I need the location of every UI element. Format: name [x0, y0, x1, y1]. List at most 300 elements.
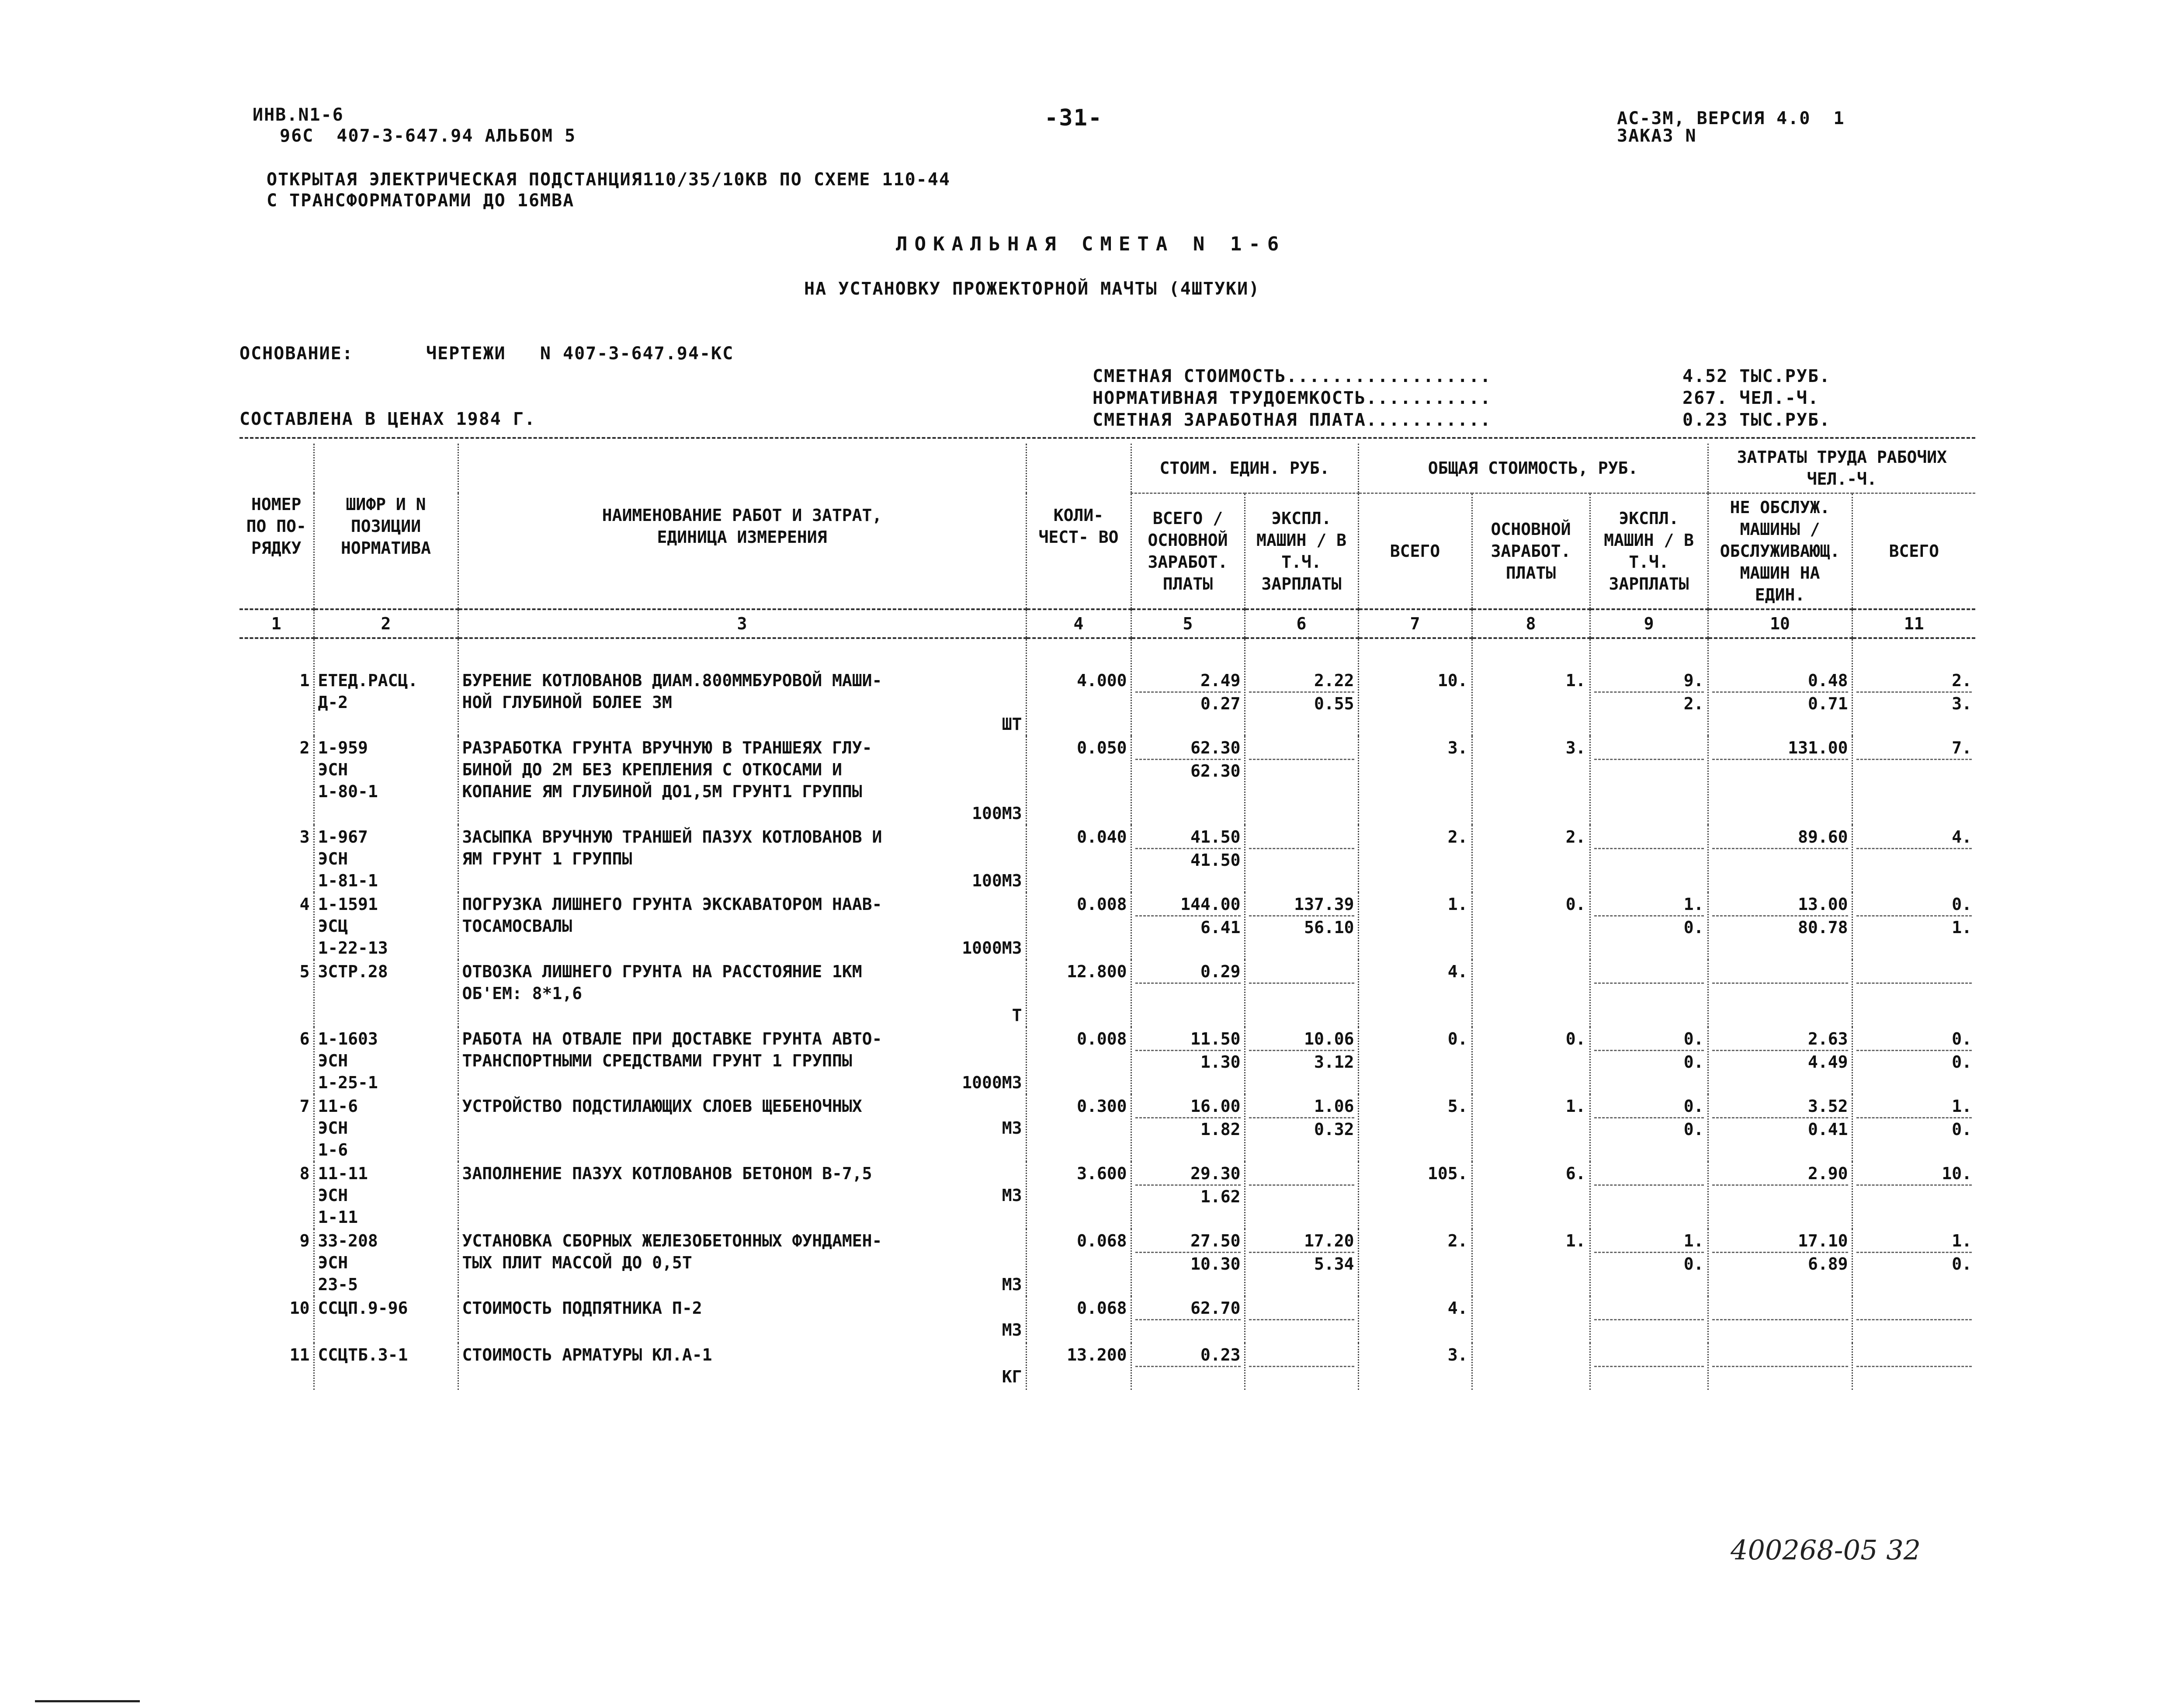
table-row: [239, 960, 1975, 1027]
row-code-cell: [314, 892, 458, 960]
row-unit-machines-cell: [1245, 638, 1358, 736]
row-unit-machines-cell: [1245, 1343, 1358, 1390]
row-labor-total-cell: [1852, 736, 1975, 825]
table-row: [239, 825, 1975, 892]
row-labor-total-cell-bottom: [1856, 848, 1972, 871]
row-labor-total-cell: [1852, 638, 1975, 736]
column-number-cell: 11: [1852, 609, 1975, 638]
row-name-cell: [458, 638, 1026, 736]
row-total-machines-cell-bottom: [1594, 1184, 1704, 1208]
row-code-line: 1-959: [318, 738, 368, 757]
row-number-cell: 8: [239, 1162, 314, 1229]
row-unit-cost-cell-top: 2.49: [1200, 671, 1241, 690]
row-qty-cell: 0.068: [1026, 1296, 1131, 1343]
row-code-line: 1-967: [318, 827, 368, 847]
row-code-line: Д-2: [318, 693, 348, 712]
row-unit-cost-cell: [1131, 1229, 1245, 1296]
col-total-header: ВСЕГО: [1358, 493, 1472, 610]
row-code-line: [318, 982, 454, 1004]
row-unit-cost-cell-bottom: [1135, 1319, 1241, 1342]
row-total-machines-cell-top: 0.: [1683, 1097, 1704, 1116]
row-number-cell: 2: [239, 736, 314, 825]
row-total-machines-cell: [1590, 1296, 1708, 1343]
row-unit: М3: [1002, 1320, 1022, 1340]
row-labor-unit-cell-bottom: [1712, 982, 1848, 1006]
row-labor-unit-cell: [1708, 1027, 1852, 1094]
row-name-line: ОТВОЗКА ЛИШНЕГО ГРУНТА НА РАССТОЯНИЕ 1КМ: [462, 962, 862, 981]
row-code-cell: [314, 825, 458, 892]
row-unit-cost-cell-top: 11.50: [1190, 1029, 1241, 1048]
row-code-line: 1-22-13: [318, 938, 388, 958]
row-labor-unit-cell: [1708, 960, 1852, 1027]
row-code-line: 11-11: [318, 1164, 368, 1183]
row-name-cell: [458, 1094, 1026, 1162]
row-unit: М3: [1002, 1275, 1022, 1294]
row-labor-total-cell-bottom: [1856, 759, 1972, 782]
row-unit-machines-cell-bottom: 3.12: [1249, 1050, 1354, 1073]
row-name-cell: [458, 825, 1026, 892]
inventory-number: ИНВ.N1-6: [253, 105, 344, 125]
row-labor-total-cell-top: [1856, 1344, 1972, 1366]
column-number-cell: 2: [314, 609, 458, 638]
row-labor-unit-cell: [1708, 1162, 1852, 1229]
row-name-line: УСТРОЙСТВО ПОДСТИЛАЮЩИХ СЛОЕВ ЩЕБЕНОЧНЫХ: [462, 1097, 862, 1116]
row-unit-machines-cell-top: 2.22: [1314, 671, 1354, 690]
row-name-line: РАБОТА НА ОТВАЛЕ ПРИ ДОСТАВКЕ ГРУНТА АВТО-: [462, 1029, 882, 1048]
row-labor-total-cell-top: 1.: [1952, 1231, 1972, 1250]
row-labor-unit-cell-top: 13.00: [1798, 895, 1848, 914]
row-qty-cell: 0.008: [1026, 1027, 1131, 1094]
album-code: 96С 407-3-647.94 АЛЬБОМ 5: [280, 126, 576, 146]
summary-value-wages: 0.23 ТЫС.РУБ.: [1682, 410, 1831, 430]
row-labor-unit-cell-bottom: [1712, 1184, 1848, 1208]
row-labor-total-cell-bottom: 0.: [1856, 1050, 1972, 1073]
row-number-cell: 5: [239, 960, 314, 1027]
row-total-machines-cell-bottom: 0.: [1594, 1252, 1704, 1275]
row-name-line: УСТАНОВКА СБОРНЫХ ЖЕЛЕЗОБЕТОННЫХ ФУНДАМЕН-: [462, 1231, 882, 1250]
col-name-header-line1: НАИМЕНОВАНИЕ РАБОТ И ЗАТРАТ,: [602, 505, 882, 525]
total-cost-group-header: ОБЩАЯ СТОИМОСТЬ, РУБ.: [1358, 444, 1708, 493]
row-labor-total-cell: [1852, 1027, 1975, 1094]
row-labor-total-cell: [1852, 1094, 1975, 1162]
row-labor-total-cell: [1852, 960, 1975, 1027]
row-name-cell: [458, 1343, 1026, 1390]
row-qty-cell: 0.050: [1026, 736, 1131, 825]
row-total-cell: 3.: [1358, 1343, 1472, 1390]
row-code-cell: [314, 638, 458, 736]
row-total-machines-cell-bottom: 0.: [1594, 1050, 1704, 1073]
row-labor-unit-cell-bottom: 6.89: [1712, 1252, 1848, 1275]
row-unit-machines-cell: [1245, 825, 1358, 892]
row-number-cell: 11: [239, 1343, 314, 1390]
row-code-line: ЭСН: [318, 1118, 348, 1138]
row-unit-cost-cell-top: 41.50: [1190, 827, 1241, 847]
row-name-line: ПОГРУЗКА ЛИШНЕГО ГРУНТА ЭКСКАВАТОРОМ НААВ-: [462, 895, 882, 914]
row-name-line: ТЫХ ПЛИТ МАССОЙ ДО 0,5Т: [462, 1253, 692, 1272]
row-code-line: 1-1591: [318, 895, 378, 914]
row-unit-machines-cell-bottom: 0.55: [1249, 691, 1354, 715]
row-name-cell: [458, 1296, 1026, 1343]
row-number-cell: 1: [239, 638, 314, 736]
row-code-cell: [314, 1343, 458, 1390]
row-qty-cell: 13.200: [1026, 1343, 1131, 1390]
row-total-machines-cell: [1590, 1343, 1708, 1390]
row-unit: Т: [1012, 1006, 1022, 1025]
row-total-machines-cell-top: 1.: [1683, 895, 1704, 914]
row-unit-machines-cell-bottom: [1249, 1319, 1354, 1342]
row-total-machines-cell-bottom: [1594, 1319, 1704, 1342]
row-total-cell: 0.: [1358, 1027, 1472, 1094]
summary-label-cost: СМЕТНАЯ СТОИМОСТЬ..................: [1093, 366, 1492, 386]
table-row: [239, 1343, 1975, 1390]
summary-label-labor: НОРМАТИВНАЯ ТРУДОЕМКОСТЬ...........: [1093, 388, 1492, 408]
row-name-line: НОЙ ГЛУБИНОЙ БОЛЕЕ 3М: [462, 693, 672, 712]
row-total-machines-cell-top: [1594, 961, 1704, 982]
row-labor-unit-cell-bottom: [1712, 848, 1848, 871]
table-row: [239, 1229, 1975, 1296]
row-name-cell: [458, 892, 1026, 960]
row-unit-machines-cell: [1245, 1162, 1358, 1229]
row-total-wages-cell: 3.: [1472, 736, 1590, 825]
row-number-cell: 6: [239, 1027, 314, 1094]
row-name-line: ТРАНСПОРТНЫМИ СРЕДСТВАМИ ГРУНТ 1 ГРУППЫ: [462, 1051, 852, 1070]
row-code-line: ЭСН: [318, 760, 348, 779]
row-total-wages-cell: 1.: [1472, 1094, 1590, 1162]
row-unit-machines-cell: [1245, 736, 1358, 825]
row-total-machines-cell-top: [1594, 1163, 1704, 1184]
row-qty-cell: 3.600: [1026, 1162, 1131, 1229]
row-code-line: [318, 713, 454, 735]
column-number-cell: 8: [1472, 609, 1590, 638]
row-labor-total-cell-bottom: 3.: [1856, 691, 1972, 715]
row-unit-cost-cell: [1131, 638, 1245, 736]
row-total-cell: 4.: [1358, 1296, 1472, 1343]
row-labor-unit-cell: [1708, 638, 1852, 736]
row-labor-unit-cell-top: [1712, 1344, 1848, 1366]
row-number-cell: 10: [239, 1296, 314, 1343]
column-number-cell: 5: [1131, 609, 1245, 638]
row-labor-unit-cell: [1708, 1094, 1852, 1162]
row-total-machines-cell-bottom: [1594, 982, 1704, 1006]
row-total-machines-cell-top: [1594, 1344, 1704, 1366]
row-labor-unit-cell-bottom: [1712, 1366, 1848, 1389]
row-total-cell: 105.: [1358, 1162, 1472, 1229]
row-total-machines-cell-top: [1594, 1297, 1704, 1319]
row-unit-machines-cell-top: 10.06: [1304, 1029, 1354, 1048]
row-labor-total-cell: [1852, 825, 1975, 892]
column-number-cell: 3: [458, 609, 1026, 638]
row-labor-total-cell-top: [1856, 1297, 1972, 1319]
row-labor-total-cell-top: [1856, 961, 1972, 982]
row-qty-cell: 0.008: [1026, 892, 1131, 960]
row-labor-total-cell: [1852, 1296, 1975, 1343]
row-name-line: БИНОЙ ДО 2М БЕЗ КРЕПЛЕНИЯ С ОТКОСАМИ И: [462, 760, 842, 779]
row-qty-cell: 0.040: [1026, 825, 1131, 892]
row-labor-unit-cell-top: 131.00: [1788, 738, 1848, 757]
row-code-line: ЭСН: [318, 1186, 348, 1205]
row-labor-total-cell: [1852, 1343, 1975, 1390]
row-labor-unit-cell: [1708, 1229, 1852, 1296]
table-row: [239, 1162, 1975, 1229]
row-code-line: ССЦТБ.3-1: [318, 1345, 408, 1364]
row-unit-cost-cell-top: 62.30: [1190, 738, 1241, 757]
row-unit-cost-cell-bottom: 62.30: [1135, 759, 1241, 782]
row-total-wages-cell: 2.: [1472, 825, 1590, 892]
basis-label: ОСНОВАНИЕ:: [239, 344, 354, 364]
object-name-line2: С ТРАНСФОРМАТОРАМИ ДО 16МВА: [267, 191, 575, 211]
row-unit-machines-cell-top: [1249, 961, 1354, 982]
row-unit-machines-cell: [1245, 1027, 1358, 1094]
row-total-machines-cell-bottom: 0.: [1594, 1117, 1704, 1140]
row-labor-total-cell-top: 4.: [1952, 827, 1972, 847]
row-labor-unit-cell-top: [1712, 1297, 1848, 1319]
row-total-machines-cell: [1590, 1229, 1708, 1296]
page-number: -31-: [1044, 105, 1103, 131]
row-unit-cost-cell: [1131, 1343, 1245, 1390]
row-name-line: ЯМ ГРУНТ 1 ГРУППЫ: [462, 849, 632, 868]
row-labor-unit-cell: [1708, 892, 1852, 960]
row-name-line: РАЗРАБОТКА ГРУНТА ВРУЧНУЮ В ТРАНШЕЯХ ГЛУ-: [462, 738, 872, 757]
col-labor-unit-header: НЕ ОБСЛУЖ. МАШИНЫ / ОБСЛУЖИВАЮЩ. МАШИН НА ЕДИН.: [1708, 493, 1852, 610]
col-total-machines-header: ЭКСПЛ. МАШИН / В Т.Ч. ЗАРПЛАТЫ: [1590, 493, 1708, 610]
row-name-line: ТОСАМОСВАЛЫ: [462, 916, 572, 936]
row-code-line: 1-11: [318, 1208, 358, 1227]
row-unit-machines-cell-top: [1249, 1297, 1354, 1319]
row-total-cell: 3.: [1358, 736, 1472, 825]
basis-value: ЧЕРТЕЖИ N 407-3-647.94-КС: [426, 344, 734, 364]
row-code-line: ЭСЦ: [318, 916, 348, 936]
labor-group-header: ЗАТРАТЫ ТРУДА РАБОЧИХ ЧЕЛ.-Ч.: [1708, 444, 1975, 493]
row-number-cell: 3: [239, 825, 314, 892]
row-code-line: 1-6: [318, 1140, 348, 1159]
row-labor-total-cell-bottom: [1856, 1366, 1972, 1389]
table-row: [239, 638, 1975, 736]
row-labor-unit-cell-top: 0.48: [1808, 671, 1848, 690]
document-subtitle: НА УСТАНОВКУ ПРОЖЕКТОРНОЙ МАЧТЫ (4ШТУКИ): [804, 279, 1260, 299]
estimate-table: [239, 444, 1975, 1390]
row-labor-total-cell-top: 0.: [1952, 895, 1972, 914]
col-unit-machines-header: ЭКСПЛ. МАШИН / В Т.Ч. ЗАРПЛАТЫ: [1245, 493, 1358, 610]
row-number-cell: 7: [239, 1094, 314, 1162]
handwritten-signature: 400268-05 32: [1731, 1534, 1921, 1566]
row-unit: КГ: [1002, 1367, 1022, 1386]
row-unit-cost-cell-bottom: 1.82: [1135, 1117, 1241, 1140]
row-labor-unit-cell-bottom: 0.71: [1712, 691, 1848, 715]
row-unit-machines-cell: [1245, 960, 1358, 1027]
row-labor-total-cell: [1852, 1229, 1975, 1296]
row-number-cell: 4: [239, 892, 314, 960]
row-unit-cost-cell: [1131, 1162, 1245, 1229]
row-unit-cost-cell: [1131, 736, 1245, 825]
row-total-cell: 2.: [1358, 1229, 1472, 1296]
row-unit: М3: [1002, 1118, 1022, 1138]
row-unit-cost-cell-bottom: [1135, 982, 1241, 1006]
table-row: [239, 736, 1975, 825]
row-labor-total-cell-top: 1.: [1952, 1097, 1972, 1116]
row-qty-cell: 0.068: [1026, 1229, 1131, 1296]
column-number-cell: 1: [239, 609, 314, 638]
row-unit-machines-cell-bottom: [1249, 848, 1354, 871]
row-code-line: ЭСН: [318, 849, 348, 868]
table-row: [239, 1296, 1975, 1343]
row-unit-machines-cell-bottom: [1249, 982, 1354, 1006]
row-unit-machines-cell-bottom: 56.10: [1249, 915, 1354, 938]
row-labor-total-cell-bottom: 0.: [1856, 1252, 1972, 1275]
row-code-line: ЭСН: [318, 1051, 348, 1070]
row-code-line: ЕТЕД.РАСЦ.: [318, 671, 418, 690]
row-unit: 1000М3: [962, 938, 1022, 958]
row-code-line: 1-1603: [318, 1029, 378, 1048]
row-unit-machines-cell: [1245, 1296, 1358, 1343]
row-labor-unit-cell-top: 17.10: [1798, 1231, 1848, 1250]
row-unit-cost-cell-bottom: 1.62: [1135, 1184, 1241, 1208]
row-unit-machines-cell-top: [1249, 1344, 1354, 1366]
col-number-header: НОМЕР ПО ПО- РЯДКУ: [239, 444, 314, 609]
row-labor-unit-cell-top: 2.90: [1808, 1164, 1848, 1183]
row-code-line: 23-5: [318, 1275, 358, 1294]
row-total-wages-cell: [1472, 1343, 1590, 1390]
row-total-cell: 4.: [1358, 960, 1472, 1027]
row-name-line: СТОИМОСТЬ АРМАТУРЫ КЛ.А-1: [462, 1345, 712, 1364]
unit-cost-group-header: СТОИМ. ЕДИН. РУБ.: [1131, 444, 1358, 493]
object-name-line1: ОТКРЫТАЯ ЭЛЕКТРИЧЕСКАЯ ПОДСТАНЦИЯ110/35/10КВ ПО СХЕМЕ 110-44: [267, 170, 950, 190]
row-unit: 100М3: [972, 871, 1022, 890]
row-unit-cost-cell-bottom: 0.27: [1135, 691, 1241, 715]
row-code-line: 1-81-1: [318, 871, 378, 890]
row-unit-cost-cell-top: 27.50: [1190, 1231, 1241, 1250]
row-name-cell: [458, 960, 1026, 1027]
row-name-cell: [458, 1162, 1026, 1229]
row-unit-machines-cell-top: [1249, 1163, 1354, 1184]
row-labor-unit-cell: [1708, 1296, 1852, 1343]
column-number-cell: 9: [1590, 609, 1708, 638]
row-total-machines-cell: [1590, 825, 1708, 892]
row-unit: ШТ: [1002, 715, 1022, 734]
row-labor-unit-cell-top: 89.60: [1798, 827, 1848, 847]
row-total-machines-cell: [1590, 1162, 1708, 1229]
estimate-rows: [239, 638, 1975, 1390]
row-labor-total-cell-bottom: [1856, 1184, 1972, 1208]
row-unit-machines-cell-top: [1249, 737, 1354, 759]
col-total-wages-header: ОСНОВНОЙ ЗАРАБОТ. ПЛАТЫ: [1472, 493, 1590, 610]
row-unit-cost-cell-top: 62.70: [1190, 1298, 1241, 1318]
order-number: ЗАКАЗ N: [1617, 126, 1697, 146]
row-total-machines-cell: [1590, 638, 1708, 736]
row-name-line: ЗАПОЛНЕНИЕ ПАЗУХ КОТЛОВАНОВ БЕТОНОМ В-7,5: [462, 1164, 872, 1183]
row-total-machines-cell: [1590, 960, 1708, 1027]
row-code-cell: [314, 1162, 458, 1229]
row-unit-machines-cell-bottom: [1249, 1184, 1354, 1208]
row-labor-unit-cell-bottom: 80.78: [1712, 915, 1848, 938]
row-total-wages-cell: 6.: [1472, 1162, 1590, 1229]
col-labor-total-header: ВСЕГО: [1889, 542, 1939, 561]
row-qty-cell: 4.000: [1026, 638, 1131, 736]
row-total-machines-cell-bottom: 2.: [1594, 691, 1704, 715]
col-qty-header: КОЛИ- ЧЕСТ- ВО: [1026, 444, 1131, 609]
column-number-cell: 7: [1358, 609, 1472, 638]
row-unit-machines-cell: [1245, 1094, 1358, 1162]
row-unit-machines-cell-top: 137.39: [1294, 895, 1354, 914]
row-unit-machines-cell-bottom: 5.34: [1249, 1252, 1354, 1275]
row-labor-unit-cell-bottom: 4.49: [1712, 1050, 1848, 1073]
row-code-line: ССЦП.9-96: [318, 1298, 408, 1318]
row-unit-cost-cell-bottom: 1.30: [1135, 1050, 1241, 1073]
row-name-line: ЗАСЫПКА ВРУЧНУЮ ТРАНШЕЙ ПАЗУХ КОТЛОВАНОВ И: [462, 827, 882, 847]
col-code-header: ШИФР И N ПОЗИЦИИ НОРМАТИВА: [314, 444, 458, 609]
row-total-cell: 10.: [1358, 638, 1472, 736]
row-labor-total-cell: [1852, 892, 1975, 960]
column-number-row: [239, 609, 1975, 638]
row-code-cell: [314, 736, 458, 825]
row-unit-cost-cell: [1131, 892, 1245, 960]
row-labor-unit-cell: [1708, 1343, 1852, 1390]
row-labor-total-cell-top: 2.: [1952, 671, 1972, 690]
table-top-rule: [239, 437, 1975, 439]
row-qty-cell: 12.800: [1026, 960, 1131, 1027]
row-unit-cost-cell-top: 144.00: [1180, 895, 1241, 914]
row-unit-cost-cell-bottom: [1135, 1366, 1241, 1389]
row-unit-cost-cell-top: 0.29: [1200, 962, 1241, 981]
row-labor-total-cell-top: 10.: [1942, 1164, 1972, 1183]
row-labor-total-cell-bottom: [1856, 1319, 1972, 1342]
row-total-machines-cell-bottom: [1594, 848, 1704, 871]
row-code-cell: [314, 1296, 458, 1343]
row-total-cell: 5.: [1358, 1094, 1472, 1162]
row-unit: М3: [1002, 1186, 1022, 1205]
row-unit-machines-cell-bottom: [1249, 1366, 1354, 1389]
row-total-machines-cell-top: [1594, 826, 1704, 848]
row-unit-cost-cell-bottom: 6.41: [1135, 915, 1241, 938]
column-number-cell: 10: [1708, 609, 1852, 638]
row-labor-total-cell-bottom: 0.: [1856, 1117, 1972, 1140]
row-unit-cost-cell-bottom: 41.50: [1135, 848, 1241, 871]
col-unit-total-header: ВСЕГО / ОСНОВНОЙ ЗАРАБОТ. ПЛАТЫ: [1131, 493, 1245, 610]
row-total-machines-cell-bottom: [1594, 1366, 1704, 1389]
row-name-cell: [458, 736, 1026, 825]
row-labor-unit-cell-bottom: [1712, 1319, 1848, 1342]
row-unit-cost-cell-top: 0.23: [1200, 1345, 1241, 1364]
row-unit-cost-cell: [1131, 825, 1245, 892]
row-code-line: 1-25-1: [318, 1073, 378, 1092]
row-name-line: СТОИМОСТЬ ПОДПЯТНИКА П-2: [462, 1298, 702, 1318]
row-total-wages-cell: 0.: [1472, 1027, 1590, 1094]
row-code-line: ЗСТР.28: [318, 962, 388, 981]
table-row: [239, 1027, 1975, 1094]
row-unit-machines-cell: [1245, 892, 1358, 960]
row-unit-machines-cell-top: 17.20: [1304, 1231, 1354, 1250]
row-name-cell: [458, 1229, 1026, 1296]
row-number-cell: 9: [239, 1229, 314, 1296]
row-unit-cost-cell: [1131, 960, 1245, 1027]
row-labor-total-cell-top: 0.: [1952, 1029, 1972, 1048]
row-total-machines-cell-bottom: [1594, 759, 1704, 782]
row-unit: 100М3: [972, 804, 1022, 823]
row-unit-cost-cell: [1131, 1094, 1245, 1162]
summary-value-cost: 4.52 ТЫС.РУБ.: [1682, 366, 1831, 386]
row-total-machines-cell-top: 9.: [1683, 671, 1704, 690]
table-row: [239, 892, 1975, 960]
summary-value-labor: 267. ЧЕЛ.-Ч.: [1682, 388, 1819, 408]
row-code-line: ЭСН: [318, 1253, 348, 1272]
row-unit-machines-cell-top: 1.06: [1314, 1097, 1354, 1116]
row-unit-cost-cell: [1131, 1296, 1245, 1343]
row-total-machines-cell: [1590, 1094, 1708, 1162]
row-code-cell: [314, 1094, 458, 1162]
column-number-cell: 6: [1245, 609, 1358, 638]
row-labor-total-cell-bottom: [1856, 982, 1972, 1006]
row-labor-total-cell-top: 7.: [1952, 738, 1972, 757]
row-name-line: КОПАНИЕ ЯМ ГЛУБИНОЙ ДО1,5М ГРУНТ1 ГРУППЫ: [462, 782, 862, 801]
